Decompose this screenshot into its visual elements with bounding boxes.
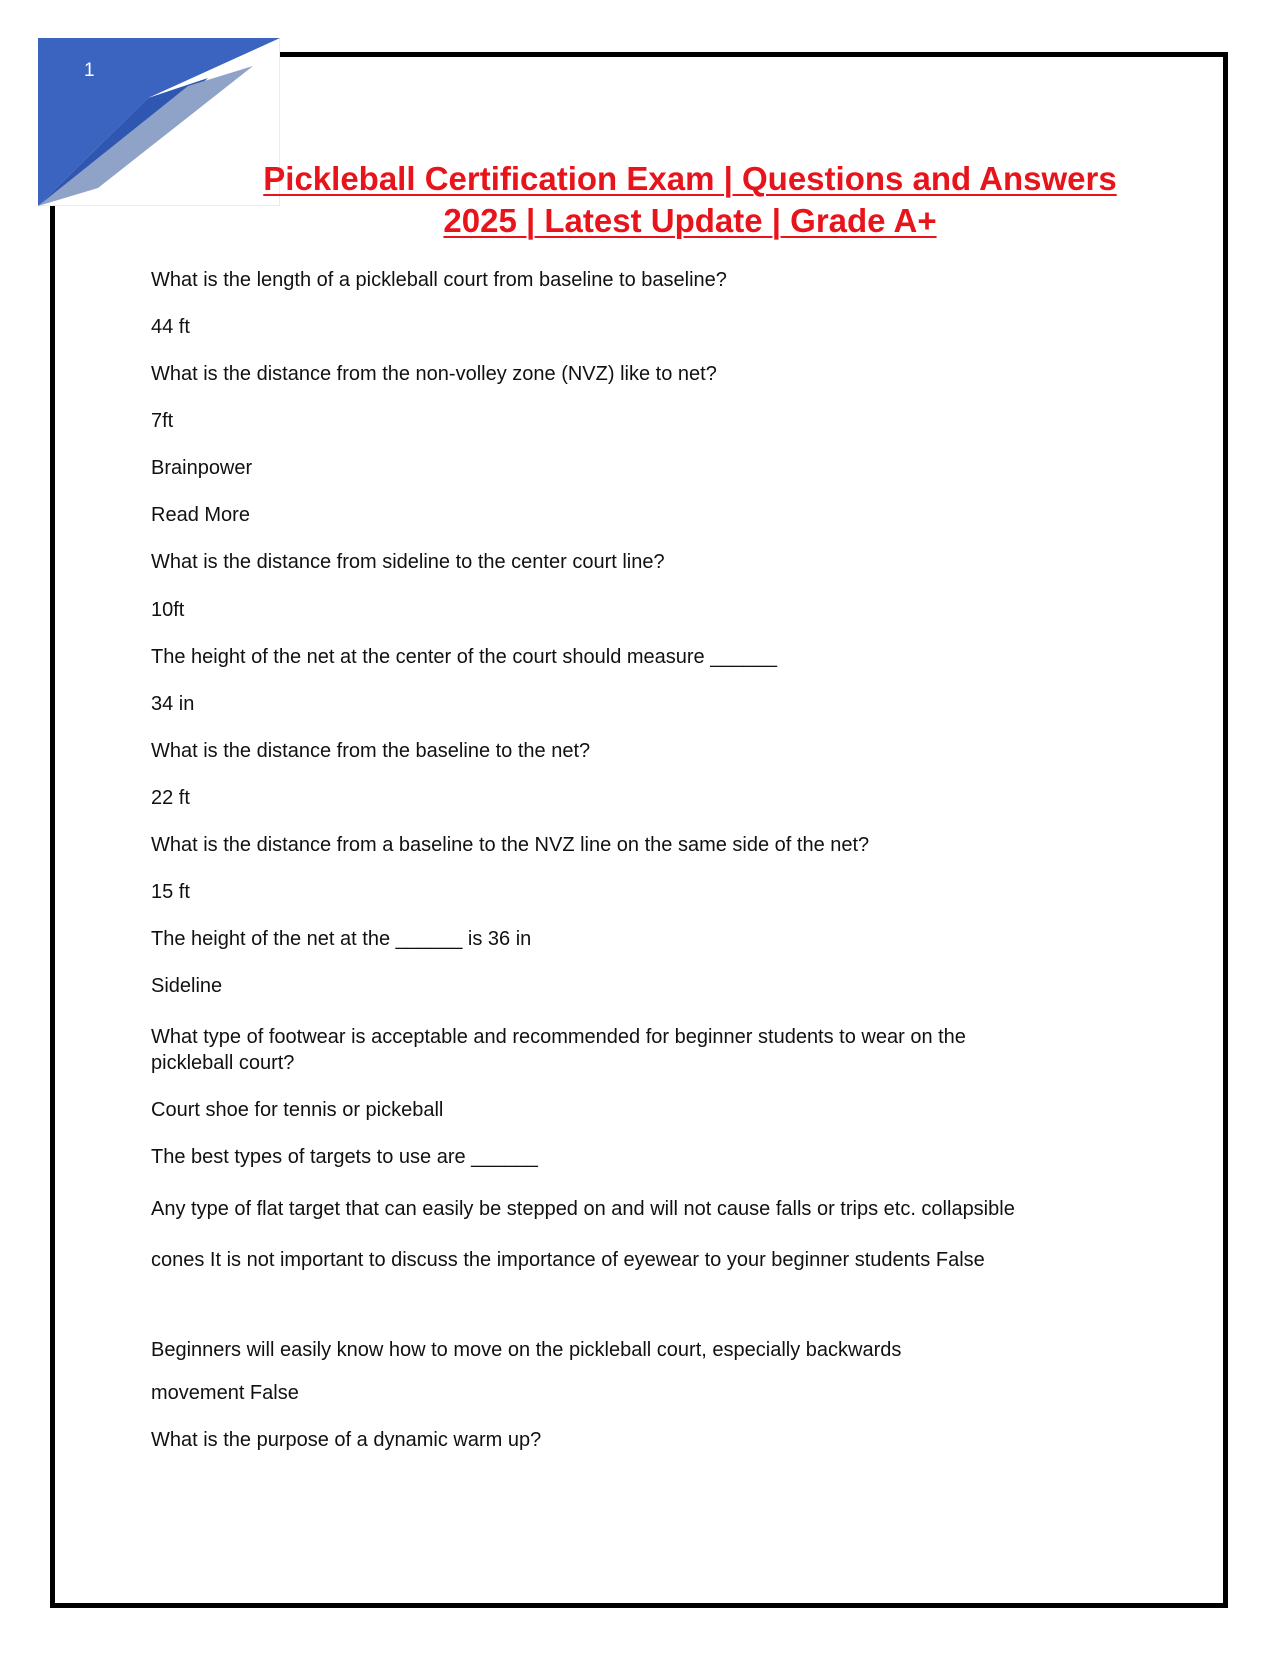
question-3: What is the distance from sideline to the center court line? (151, 551, 665, 573)
answer-6: 15 ft (151, 881, 190, 903)
brainpower-text: Brainpower (151, 457, 253, 479)
answer-8: Court shoe for tennis or pickeball (151, 1099, 444, 1121)
answer-3: 10ft (151, 599, 185, 621)
page-number: 1 (84, 60, 95, 81)
question-9: The best types of targets to use are ______ (151, 1146, 538, 1168)
answer-2: 7ft (151, 410, 174, 432)
answer-5: 22 ft (151, 787, 190, 809)
question-10-line-2: movement False (151, 1382, 299, 1404)
answer-4: 34 in (151, 693, 195, 715)
title-line-1: Pickleball Certification Exam | Questions and Answers (263, 160, 1117, 197)
question-2: What is the distance from the non-volley zone (NVZ) like to net? (151, 363, 717, 385)
read-more-text: Read More (151, 504, 250, 526)
question-10-line-1: Beginners will easily know how to move on the pickleball court, especially backwards (151, 1339, 902, 1361)
answer-9-line-2: cones It is not important to discuss the importance of eyewear to your beginner students False (151, 1249, 985, 1271)
question-11: What is the purpose of a dynamic warm up? (151, 1429, 542, 1451)
question-5: What is the distance from the baseline to the net? (151, 740, 591, 762)
question-1: What is the length of a pickleball court from baseline to baseline? (151, 269, 727, 291)
question-8: What type of footwear is acceptable and recommended for beginner students to wear on the pickleball court? (151, 1026, 966, 1074)
question-7: The height of the net at the ______ is 36 in (151, 928, 532, 950)
document-title (240, 158, 1140, 242)
question-4: The height of the net at the center of the court should measure ______ (151, 646, 777, 668)
answer-1: 44 ft (151, 316, 190, 338)
question-6: What is the distance from a baseline to the NVZ line on the same side of the net? (151, 834, 870, 856)
title-line-2: 2025 | Latest Update | Grade A+ (443, 202, 937, 239)
answer-7: Sideline (151, 975, 223, 997)
answer-9-line-1: Any type of flat target that can easily be stepped on and will not cause falls or trips etc. collapsible (151, 1198, 1015, 1220)
